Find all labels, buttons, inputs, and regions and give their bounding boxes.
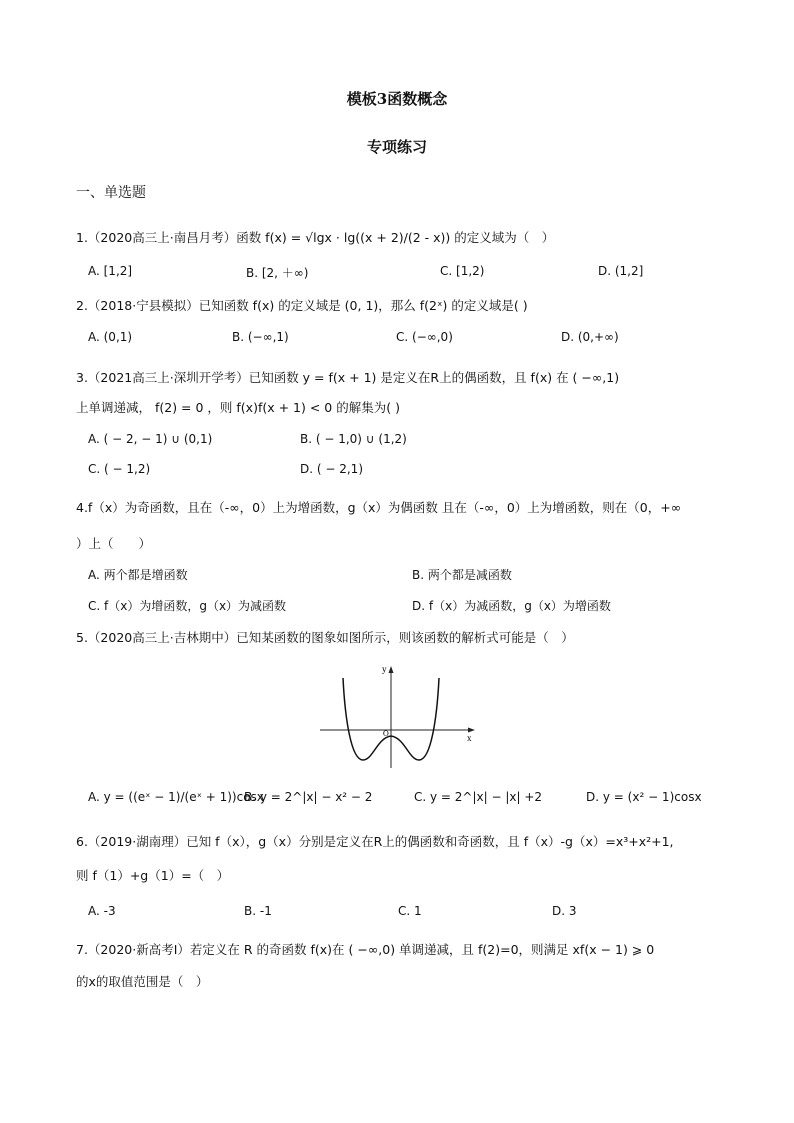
question-3-stem-line-2: 上单调递减， f(2) = 0 ，则 f(x)f(x + 1) < 0 的解集为( ) [76,400,400,415]
question-5-function-graph [315,658,480,770]
question-6-stem-line-2: 则 f（1）+g（1）=（ ） [76,868,230,883]
question-5-option-c: C. y = 2^|x| − |x| +2 [414,790,543,804]
question-4-stem-line-2: ）上（ ） [76,536,152,551]
question-4-stem-line-1: 4.f（x）为奇函数，且在（-∞，0）上为增函数，g（x）为偶函数 且在（-∞，0）上为增函数，则在（0，+∞ [76,500,682,515]
question-2-option-d: D. (0,+∞) [561,330,619,344]
y-axis-label: y [382,664,387,674]
question-7-stem-line-2: 的x的取值范围是（ ） [76,974,209,989]
question-6-option-c: C. 1 [398,904,422,918]
question-4-option-a: A. 两个都是增函数 [88,568,188,582]
question-3-option-a: A. ( − 2, − 1) ∪ (0,1) [88,432,213,446]
question-4-option-b: B. 两个都是减函数 [412,568,512,582]
page-title: 模板3函数概念 [346,90,448,108]
question-4-option-c: C. f（x）为增函数，g（x）为减函数 [88,599,287,613]
question-2-option-b: B. (−∞,1) [232,330,289,344]
page-subtitle: 专项练习 [366,138,427,156]
question-1-option-d: D. (1,2] [598,264,644,278]
question-1-stem: 1.（2020高三上·南昌月考）函数 f(x) = √lgx · lg((x + 2)/(2 - x)) 的定义域为（ ） [76,230,555,245]
question-5-option-b: B. y = 2^|x| − x² − 2 [244,790,373,804]
question-1-option-a: A. [1,2] [88,264,133,278]
question-6-option-b: B. -1 [244,904,272,918]
x-axis-label: x [467,733,472,743]
question-6-option-d: D. 3 [552,904,577,918]
question-5-option-d: D. y = (x² − 1)cosx [586,790,702,804]
question-4-option-d: D. f（x）为减函数，g（x）为增函数 [412,599,611,613]
section-heading: 一、单选题 [76,185,146,201]
x-axis-arrow [468,728,475,733]
origin-label: O [383,729,389,738]
question-5-stem: 5.（2020高三上·吉林期中）已知某函数的图象如图所示，则该函数的解析式可能是（ ） [76,630,574,645]
question-6-option-a: A. -3 [88,904,116,918]
question-3-option-b: B. ( − 1,0) ∪ (1,2) [300,432,407,446]
question-1-option-b: B. [2, ＋∞) [246,266,309,280]
question-1-option-c: C. [1,2) [440,264,485,278]
question-7-stem-line-1: 7.（2020·新高考Ⅰ）若定义在 R 的奇函数 f(x)在 ( −∞,0) 单调递减，且 f(2)=0，则满足 xf(x − 1) ⩾ 0 [76,942,655,957]
question-3-option-c: C. ( − 1,2) [88,462,151,476]
question-6-stem-line-1: 6.（2019·湖南理）已知 f（x），g（x）分别是定义在R上的偶函数和奇函数，且 f（x）-g（x）=x³+x²+1, [76,834,674,849]
question-2-option-a: A. (0,1) [88,330,133,344]
question-2-stem: 2.（2018·宁县模拟）已知函数 f(x) 的定义域是 (0, 1)，那么 f(2ˣ) 的定义域是( ) [76,298,528,313]
question-3-stem-line-1: 3.（2021高三上·深圳开学考）已知函数 y = f(x + 1) 是定义在R上的偶函数，且 f(x) 在 ( −∞,1) [76,370,620,385]
question-5-option-a: A. y = ((eˣ − 1)/(eˣ + 1))cosx [88,790,264,804]
question-2-option-c: C. (−∞,0) [396,330,453,344]
question-3-option-d: D. ( − 2,1) [300,462,363,476]
y-axis-arrow [389,666,394,673]
